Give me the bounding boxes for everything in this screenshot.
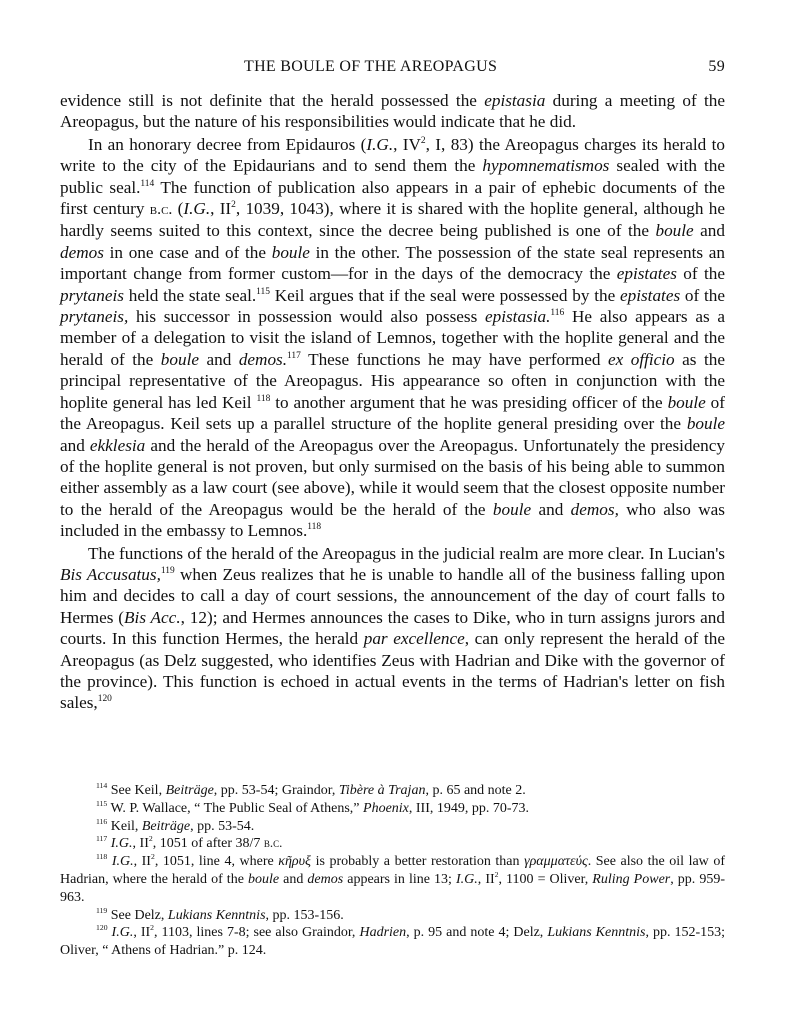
superscript-ref: 116: [96, 816, 108, 826]
italic-run: Lukians Kenntnis: [167, 907, 266, 923]
italic-run: demos: [60, 242, 104, 262]
italic-run: par excellence: [363, 629, 465, 649]
italic-run: boule: [247, 871, 280, 887]
italic-run: Lukians Kenntnis: [547, 925, 646, 941]
text-run: during a meeting of the Areopagus, but the nature of his responsibilities would indicate that he did.: [60, 91, 725, 132]
text-run: , 12); and Hermes announces the cases to Dike, who in turn assigns jurors and courts. In this function Hermes, the herald: [60, 607, 725, 649]
footnote-120: [60, 924, 725, 960]
footnote-117: [60, 835, 725, 853]
text-run: , p. 65 and note 2.: [425, 783, 526, 798]
paragraph-continued: [60, 90, 725, 133]
italic-run: Tibère à Trajan: [338, 783, 426, 798]
italic-run: epistasia.: [485, 307, 551, 327]
superscript-ref: 120: [96, 923, 108, 933]
text-run: is probably a better restoration than: [311, 854, 525, 870]
superscript-ref: 2: [420, 135, 426, 146]
superscript-ref: 118: [307, 522, 322, 533]
body-text: [60, 90, 725, 714]
text-run: , II: [133, 854, 151, 870]
superscript-ref: 2: [150, 852, 155, 862]
paragraph-epidauros-decree: [60, 134, 725, 542]
text-run: , II: [477, 871, 495, 887]
italic-run: boule: [271, 242, 310, 262]
italic-run: Bis Acc.: [124, 607, 181, 627]
superscript-ref: 2: [148, 834, 153, 844]
superscript-ref: 2: [231, 199, 236, 210]
superscript-ref: 2: [150, 923, 155, 933]
text-run: , can only represent the herald of the Areopagus (as Delz suggested, who identifies Zeus with Hadrian and Dike with the governor of the province). This function is echoed in actual events in the terms of Hadrian's letter on fish sales,: [60, 629, 726, 713]
superscript-ref: 114: [96, 781, 108, 791]
italic-run: boule: [655, 221, 694, 241]
italic-run: epistates: [616, 264, 677, 284]
text-run: p. 124.: [227, 943, 267, 959]
text-run: evidence still is not definite that the herald possessed the: [60, 91, 485, 110]
superscript-ref: 115: [256, 286, 270, 297]
text-run: as the principal representative of the Areopagus. His appearance so often in conjunction with the hoplite general has led Keil: [60, 349, 725, 412]
italic-run: I.G.: [183, 199, 211, 219]
text-run: , I, 83) the Areopagus charges its herald to write to the city of the Epidaurians and to send them the: [60, 134, 725, 176]
text-run: , 1051, line 4, where: [154, 854, 279, 870]
text-run: who also was included in the embassy to Lemnos.: [60, 499, 725, 541]
text-run: his successor in possession would also possess: [128, 307, 485, 327]
italic-run: Phoenix: [363, 800, 409, 816]
superscript-ref: 119: [96, 905, 108, 915]
page-number: 59: [708, 58, 725, 75]
text-run: See Keil,: [107, 783, 166, 798]
italic-run: prytaneis,: [60, 307, 129, 327]
italic-run: demos: [307, 871, 344, 887]
superscript-ref: 118: [96, 852, 108, 862]
text-run: and: [531, 499, 571, 519]
text-run: The functions of the herald of the Areopagus in the judicial realm are more clear. In Lucian's: [88, 543, 725, 563]
text-run: These functions he may have performed: [300, 349, 608, 369]
text-run: of the: [676, 264, 725, 284]
italic-run: Hadrien: [359, 925, 407, 941]
text-run: , pp. 959-963.: [60, 871, 726, 905]
footnote-119: [60, 907, 725, 925]
text-run: . See also the oil law of Hadrian, where the herald of the: [60, 854, 725, 887]
text-run: He also appears as a member of a delegation to visit the island of Lemnos, together with the hoplite general and the herald of the: [60, 307, 725, 369]
footnote-115: [60, 800, 725, 818]
italic-run: boule: [686, 414, 725, 434]
text-run: in one case and of the: [103, 242, 272, 262]
text-run: The function of publication also appears in a pair of ephebic documents of the first century: [60, 177, 725, 219]
text-run: in the other. The possession of the state seal represents an important change from former custom—for in the days of the democracy the: [60, 242, 725, 284]
text-run: sealed with the public seal.: [60, 156, 726, 197]
superscript-ref: 116: [550, 307, 565, 318]
paragraph-judicial-functions: [60, 543, 725, 714]
superscript-ref: 114: [140, 178, 155, 189]
text-run: In an honorary decree from Epidauros (: [88, 134, 367, 154]
italic-run: Ruling Power: [592, 871, 671, 887]
superscript-ref: 2: [494, 870, 499, 880]
text-run: , II: [132, 836, 149, 852]
running-header: [60, 58, 725, 80]
italic-run: epistates: [619, 285, 681, 305]
text-run: , p. 95 and note 4; Delz,: [406, 925, 548, 941]
italic-run: I.G.: [111, 854, 134, 870]
italic-run: boule: [667, 392, 706, 412]
text-run: , 1100 = Oliver,: [498, 871, 593, 887]
small-caps-run: b.c.: [263, 836, 283, 851]
text-run: , 1051 of after 38/7: [152, 836, 264, 852]
text-run: appears in line 13;: [343, 871, 456, 887]
italic-run: ex officio: [607, 349, 675, 369]
text-run: , pp. 53-54; Graindor,: [213, 783, 339, 798]
text-run: , II: [133, 925, 151, 941]
text-run: , pp. 152-153; Oliver, “ Athens of Hadrian.”: [60, 925, 726, 959]
text-run: and: [60, 435, 90, 455]
italic-run: I.G.: [111, 925, 134, 941]
text-run: , IV: [393, 134, 421, 154]
superscript-ref: 117: [96, 834, 108, 844]
superscript-ref: 117: [287, 350, 301, 361]
text-run: Keil argues that if the seal were possessed by the: [270, 285, 620, 305]
text-run: and: [198, 349, 239, 369]
text-run: W. P. Wallace, “ The Public Seal of Athens,”: [107, 800, 364, 816]
running-title: THE BOULE OF THE AREOPAGUS: [244, 58, 498, 75]
superscript-ref: 120: [97, 694, 112, 705]
italic-run: hypomnematismos: [482, 156, 610, 176]
italic-run: epistasia: [484, 91, 546, 110]
italic-run: Beiträge: [165, 783, 214, 798]
superscript-ref: 119: [160, 565, 175, 576]
italic-run: demos.: [238, 349, 288, 369]
italic-run: ekklesia: [89, 435, 146, 455]
footnote-114: [60, 782, 725, 800]
text-run: of the Areopagus. Keil sets up a parallel structure of the hoplite general presiding over the: [60, 392, 725, 434]
superscript-ref: 118: [256, 393, 271, 404]
italic-run: Bis Accusatus,: [60, 564, 161, 584]
text-run: , pp. 153-156.: [265, 907, 344, 923]
text-run: , 1103, lines 7-8; see also Graindor,: [154, 925, 360, 941]
italic-run: I.G.: [110, 836, 133, 852]
italic-run: boule: [160, 349, 199, 369]
text-run: (: [172, 199, 184, 219]
footnotes: [60, 782, 725, 960]
text-run: of the: [680, 285, 725, 305]
text-run: See Delz,: [107, 907, 168, 923]
text-run: , III, 1949, pp. 70-73.: [408, 800, 530, 816]
italic-run: prytaneis: [60, 285, 124, 305]
italic-run: κῆρυξ: [278, 854, 312, 870]
text-run: when Zeus realizes that he is unable to handle all of the business falling upon him and decides to call a day of court sessions, the announcement of the day of court falls to Hermes (: [60, 564, 725, 627]
italic-run: I.G.: [366, 134, 394, 154]
text-run: and: [693, 221, 725, 241]
text-run: , 1039, 1043), where it is shared with the hoplite general, although he hardly seems suited to this context, since the decree being published is one of the: [60, 199, 725, 241]
footnote-116: [60, 818, 725, 836]
text-run: and the herald of the Areopagus over the Areopagus. Unfortunately the presidency of the hoplite general is not proven, but only surmised on the basis of his being able to summon either assembly as a law court (see above), while it would seem that the closest opposite number to the herald of the Areopagus would be the herald of the: [60, 435, 725, 519]
small-caps-run: b.c.: [149, 201, 173, 219]
italic-run: Beiträge: [141, 818, 191, 834]
text-run: Keil,: [107, 818, 142, 834]
text-run: , pp. 53-54.: [190, 818, 255, 834]
italic-run: I.G.: [455, 871, 478, 887]
superscript-ref: 115: [96, 799, 108, 809]
text-run: to another argument that he was presiding officer of the: [270, 392, 668, 412]
italic-run: demos,: [570, 499, 619, 519]
italic-run: γραμματεύς: [524, 854, 588, 870]
footnote-118: [60, 853, 725, 906]
text-run: , II: [210, 199, 232, 219]
italic-run: boule: [492, 499, 532, 519]
text-run: held the state seal.: [123, 285, 257, 305]
text-run: and: [279, 871, 308, 887]
